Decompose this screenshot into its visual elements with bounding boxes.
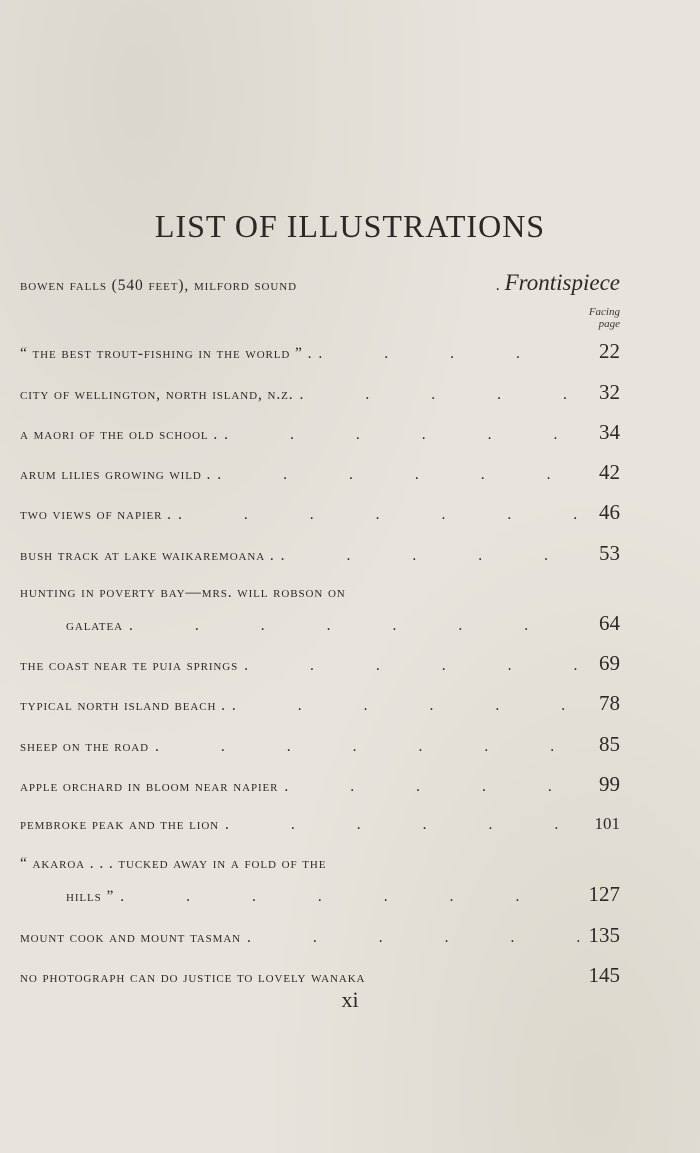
list-item [20,729,620,759]
entry-page-number: 32 [599,380,620,404]
entry-page-number: 22 [599,339,620,363]
frontispiece-caption: bowen falls (540 feet), milford sound [20,277,297,294]
entry-caption: hunting in poverty bay—mrs. will robson on [20,584,346,601]
list-item [20,920,620,950]
entry-caption-continued: galatea [66,617,124,634]
page-title: LIST OF ILLUSTRATIONS [154,208,546,244]
list-item [20,688,620,718]
entry-caption-continued: hills ” [66,888,115,905]
entry-page-number: 46 [599,500,620,524]
entry-caption: mount cook and mount tasman [20,929,242,946]
entry-leaders [114,882,580,912]
entry-caption: “ akaroa . . . tucked away in a fold of the [20,855,327,872]
entry-caption: a maori of the old school . [20,426,219,443]
frontispiece-entry [20,268,620,298]
entry-caption: city of wellington, north island, n.z. [20,386,294,403]
entry-caption: apple orchard in bloom near napier [20,778,279,795]
list-item [20,417,620,447]
entry-leaders [278,772,580,802]
entry-leaders [312,339,580,369]
entry-caption: “ the best trout-fishing in the world ” . [20,345,313,362]
entry-leaders [149,732,580,762]
list-item [20,769,620,799]
entry-page-number: 78 [599,691,620,715]
entry-caption: sheep on the road [20,738,149,755]
list-item [20,809,620,839]
entry-page-number: 53 [599,541,620,565]
list-item [20,849,620,909]
list-item [20,336,620,366]
entry-leaders [275,541,580,571]
list-item [20,538,620,568]
frontispiece-label: Frontispiece [504,270,620,295]
page-folio: xi [341,987,359,1012]
list-item [20,578,620,638]
entry-caption: arum lilies growing wild . [20,466,212,483]
frontispiece-leader: . [495,277,500,294]
entry-leaders [219,810,580,840]
entry-caption: typical north island beach . [20,697,226,714]
list-item [20,377,620,407]
entry-caption: no photograph can do justice to lovely wanaka [20,969,366,986]
entry-page-number: 99 [599,772,620,796]
facing-label-line1: Facing [588,306,620,318]
entry-leaders [172,500,580,530]
entry-page-number: 145 [588,963,620,987]
entry-caption: pembroke peak and the lion [20,816,220,833]
facing-page-label [560,306,620,330]
entry-page-number: 69 [599,651,620,675]
entry-page-number: 64 [599,611,620,635]
list-item [20,497,620,527]
list-item [20,960,620,990]
entry-page-number: 101 [594,814,620,833]
list-item [20,648,620,678]
entry-caption: bush track at lake waikaremoana . [20,547,275,564]
entry-leaders [294,380,580,410]
entry-leaders [241,923,580,953]
entry-leaders [238,651,580,681]
entry-page-number: 85 [599,732,620,756]
entry-page-number: 127 [588,882,620,906]
entry-leaders [123,611,580,641]
entry-leaders [226,691,580,721]
entry-leaders [211,460,580,490]
list-item [20,457,620,487]
entry-caption: the coast near te puia springs [20,657,239,674]
entry-page-number: 34 [599,420,620,444]
entry-caption: two views of napier . [20,506,172,523]
entry-page-number: 42 [599,460,620,484]
entry-leaders [218,420,580,450]
facing-label-line2: page [598,318,620,330]
entry-page-number: 135 [588,923,620,947]
